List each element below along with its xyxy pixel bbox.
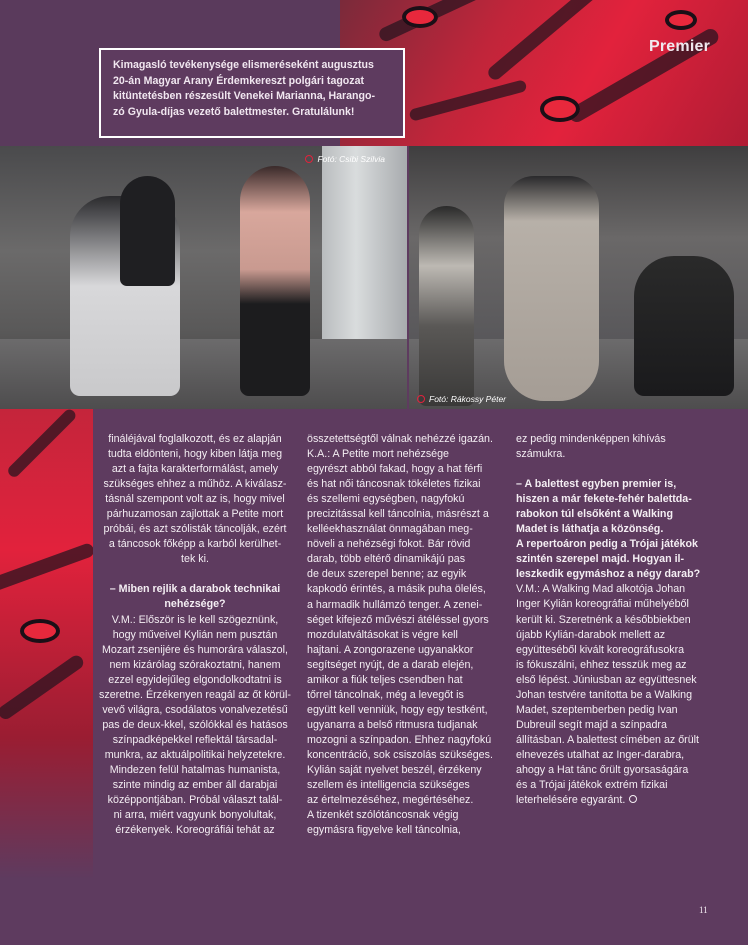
question-line: – A balettest egyben premier is, (516, 478, 677, 491)
text-line: precizitással kell táncolnia, másrészt a (307, 508, 489, 521)
paragraph-spacer (99, 567, 291, 582)
text-line: és szellemi egységben, nagyfokú (307, 493, 465, 506)
text-line: állításban. A balettest címében az őrült (516, 733, 699, 746)
text-line: séget kifejező művészi átéléssel gyors (307, 613, 489, 626)
text-line: Johan testvére tanította be a Walking (516, 688, 693, 701)
text-line: Inger Kylián koreográfiai műhelyéből (516, 598, 689, 611)
rehearsal-photo-right (409, 146, 748, 409)
text-line: Dubreuil segít majd a színpadra (516, 718, 667, 731)
text-line: ni arra, miért vagyunk bonyolultak, (113, 809, 277, 822)
photo-credit-left: Fotó: Csibi Szilvia (305, 154, 385, 164)
text-line: szinte mindig az ember áll darabjai (112, 779, 278, 792)
page-number: 11 (699, 905, 708, 915)
text-line: mozdulatváltásokat is végre kell (307, 628, 458, 641)
question-line: hiszen a már fekete-fehér balettda- (516, 493, 692, 506)
text-line: szeretne. Érzékenyen reagál az őt körül- (99, 688, 291, 701)
text-line: ahogy a Hat tánc őrült gyorsaságára (516, 763, 689, 776)
text-line: érzékenyek. Koreográfiái tehát az (115, 824, 275, 837)
section-label: Premier (649, 38, 710, 55)
red-dancers-strip (0, 409, 93, 945)
text-line: Mozart zsenijére és humorára válaszol, (102, 643, 288, 656)
text-line: tek ki. (181, 553, 209, 566)
article-column-3 (516, 432, 716, 808)
credit-circle-icon (305, 155, 313, 163)
text-line: és a Trójai játékok extrém fizikai (516, 779, 668, 792)
text-line: növeli a nehézségi fokot. Bár rövid (307, 538, 471, 551)
text-line: munkra, az aktuálpolitikai helyzetekre. (104, 748, 286, 761)
text-line: V.M.: A Walking Mad alkotója Johan (516, 583, 686, 596)
question-line: nehézsége? (164, 598, 226, 611)
text-line: együtt kell venniük, hogy egy testként, (307, 703, 488, 716)
question-line: Madet is láthatja a közönség. (516, 523, 664, 536)
text-line: szellem és intelligencia szükséges (307, 779, 470, 792)
text-line: kelléekhasználat önmagában meg- (307, 523, 473, 536)
callout-line: Kimagasló tevékenysége elismeréseként augusztus (113, 59, 374, 71)
credit-circle-icon (417, 395, 425, 403)
text-line: számukra. (516, 448, 566, 461)
text-line: ugyanarra a belső ritmusra tudjanak (307, 718, 478, 731)
text-line: Madet, szeptemberben pedig Ivan (516, 703, 678, 716)
text-line: a táncosok főképp a karból kerülhet- (108, 538, 282, 551)
text-line: első lépést. Júniusban az együttesnek (516, 673, 697, 686)
text-line: nem kizárólag szórakoztatni, hanem (109, 658, 281, 671)
text-line: tudta eldönteni, hogy kiben látja meg (107, 448, 283, 461)
text-line: Mindezen felül hatalmas humanista, (109, 763, 281, 776)
text-line: szükséges ehhez a műhöz. A kiválasz- (103, 478, 287, 491)
text-line: leterhelésére egyaránt. (516, 793, 716, 808)
text-line: tőrrel táncolnak, még a levegőt is (307, 688, 464, 701)
text-line: és hat női táncosnak tökéletes fizikai (307, 478, 481, 491)
question-line: – Miben rejlik a darabok technikai (109, 583, 281, 596)
text-line: ez pedig mindenképpen kihívás (516, 433, 666, 445)
question-line: szintén szerepel majd. Hogyan il- (516, 553, 685, 566)
text-line: de deux szerepel benne; az egyik (307, 568, 467, 581)
text-line: tásnál szempont volt az is, hogy mivel (105, 493, 285, 506)
text-line: darab, több eltérő dinamikájú pas (307, 553, 466, 566)
text-line: amikor a fiúk teljes csendben hat (307, 673, 463, 686)
text-line: is fókuszálni, ehhez tesszük meg az (516, 658, 687, 671)
text-line: fináléjával foglalkozott, és ez alapján (108, 433, 282, 445)
text-line: K.A.: A Petite mort nehézsége (307, 448, 449, 461)
text-line: segítséget nyújt, de a darab elején, (307, 658, 474, 671)
article-column-2 (307, 432, 502, 838)
text-line: párhuzamosan zajlottak a Petite mort (106, 508, 284, 521)
award-callout-box (99, 48, 405, 138)
question-line: rabokon túl elsőként a Walking (516, 508, 673, 521)
text-line: elnevezés utalhat az Inger-darabra, (516, 748, 685, 761)
question-line: A repertoáron pedig a Trójai játékok (516, 538, 698, 551)
text-line: a harmadik hullámzó tenger. A zenei- (307, 598, 483, 611)
text-line: összetettségtől válnak nehézzé igazán. (307, 433, 493, 445)
callout-line: 20-án Magyar Arany Érdemkereszt polgári tagozat (113, 74, 364, 87)
top-banner (0, 0, 748, 146)
callout-line: zó Gyula-díjas vezető balettmester. Gratulálunk! (113, 105, 355, 118)
end-circle-icon (629, 795, 637, 803)
text-line: egyrészt abból fakad, hogy a hat férfi (307, 463, 483, 476)
paragraph-spacer (516, 462, 716, 477)
callout-line: kitüntetésben részesült Venekei Marianna, Harango- (113, 90, 375, 102)
photo-credit-right: Fotó: Rákossy Péter (417, 394, 506, 404)
text-line: próbái, és azt szólisták táncolják, ezért (103, 523, 287, 536)
text-line: ezzel egyidejűleg elgondolkodtatni is (108, 673, 282, 686)
text-line: vevő világra, csodálatos vonalvezetésű (102, 703, 288, 716)
text-line: hogy műveivel Kylián nem pusztán (112, 628, 278, 641)
text-line: kapkodó érintés, a másik puha ölelés, (307, 583, 486, 596)
text-line: azt a fajta karakterformálást, amely (111, 463, 279, 476)
text-line: V.M.: Először is le kell szögeznünk, (111, 613, 279, 626)
text-line: egymásra figyelve kell táncolnia, (307, 824, 461, 837)
question-line: leszkedik egymáshoz a négy darab? (516, 568, 701, 581)
text-line: az értelmezéséhez, megértéséhez. (307, 794, 474, 807)
rehearsal-photo-left (0, 146, 407, 409)
text-line: együtteséből kivált koreográfusokra (516, 643, 685, 656)
text-line: színpadképekkel reflektál társadal- (112, 733, 278, 746)
text-line: középpontjában. Próbál választ talál- (107, 794, 283, 807)
text-line: újabb Kylián-darabok mellett az (516, 628, 666, 641)
text-line: koncentráció, sok csiszolás szükséges. (307, 748, 493, 761)
article-column-1 (99, 432, 291, 838)
text-line: A tizenkét szólótáncosnak végig (307, 809, 459, 822)
text-line: került ki. Szeretnénk a későbbiekben (516, 613, 691, 626)
text-line: Kylián saját nyelvet beszél, érzékeny (307, 764, 482, 777)
text-line: hajtani. A zongorazene ugyanakkor (307, 643, 474, 656)
text-line: pas de deux-kkel, szólókkal és hatásos (102, 718, 288, 731)
text-line: mozogni a színpadon. Ehhez nagyfokú (307, 733, 492, 746)
